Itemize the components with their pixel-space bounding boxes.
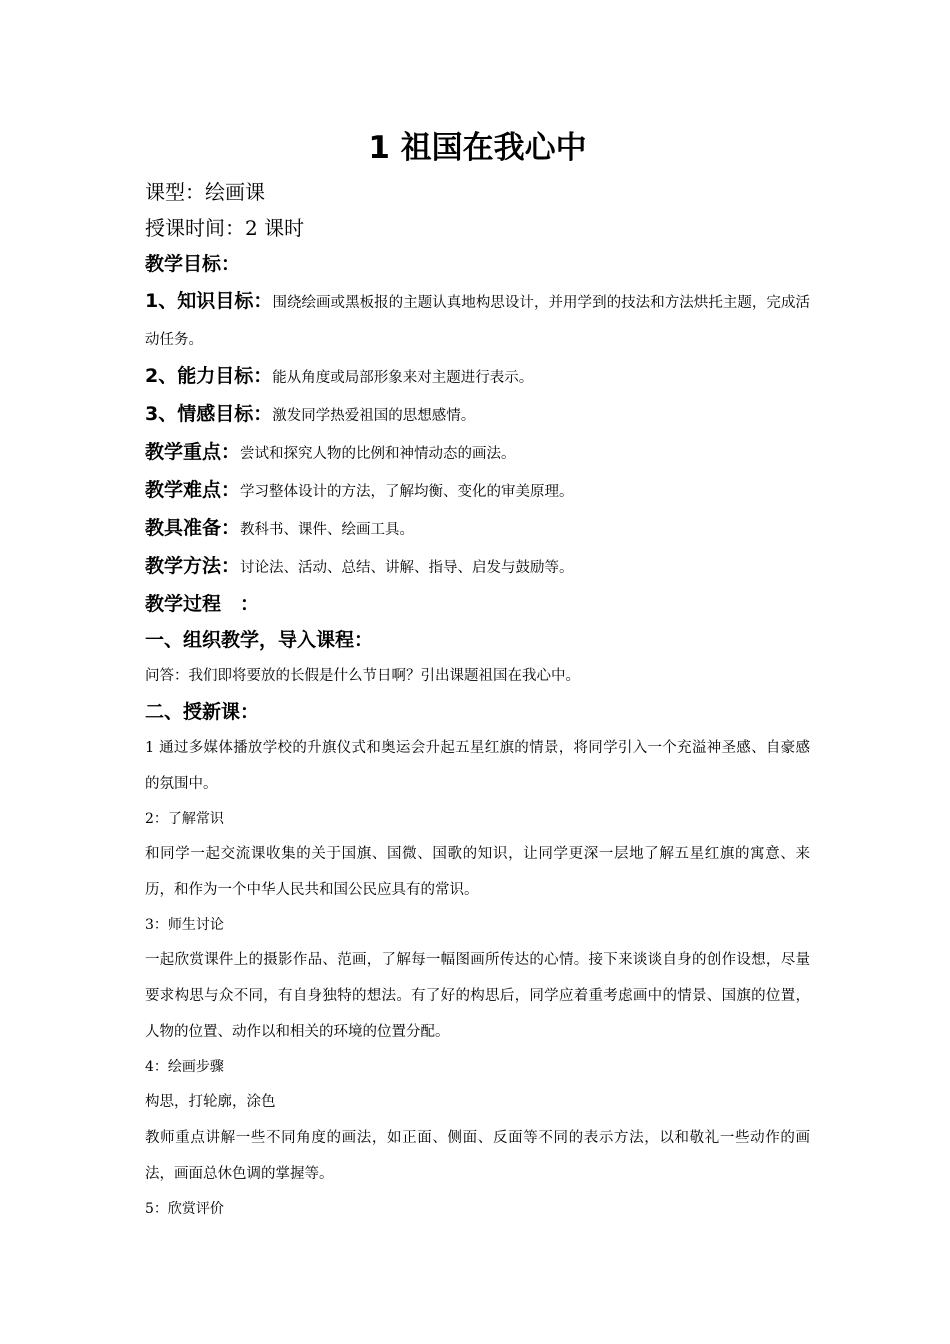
section2-step-3: 3：师生讨论	[145, 917, 224, 933]
lesson-type: 课型：绘画课	[145, 180, 265, 204]
methods-text: 讨论法、活动、总结、讲解、指导、启发与鼓励等。	[240, 560, 574, 576]
key-point-label: 教学重点：	[145, 441, 241, 463]
objective-label: 1、知识目标：	[145, 290, 273, 312]
section2-step-4: 4：绘画步骤	[145, 1059, 224, 1075]
section1-text: 问答：我们即将要放的长假是什么节日啊？引出课题祖国在我心中。	[145, 668, 580, 684]
tools	[145, 510, 810, 548]
lesson-time: 授课时间：2 课时	[145, 216, 305, 240]
section2-step-2: 2：了解常识	[145, 811, 224, 827]
objective-knowledge	[145, 283, 810, 358]
key-point	[145, 434, 810, 472]
difficulty-text: 学习整体设计的方法，了解均衡、变化的审美原理。	[240, 484, 574, 500]
objective-label: 3、情感目标：	[145, 403, 273, 425]
page-title: 1 祖国在我心中	[368, 130, 587, 166]
section2-step-5: 5：欣赏评价	[145, 1201, 224, 1217]
tools-label: 教具准备：	[145, 517, 241, 539]
objective-label: 2、能力目标：	[145, 365, 273, 387]
objective-emotion	[145, 396, 810, 434]
section2-paragraph-4b: 教师重点讲解一些不同角度的画法，如正面、侧面、反面等不同的表示方法，以和敬礼一些动作的画法，画面总休色调的掌握等。	[145, 1130, 810, 1182]
tools-text: 教科书、课件、绘画工具。	[240, 522, 415, 538]
section2-heading: 二、授新课：	[145, 701, 260, 723]
section2-paragraph-1: 1 通过多媒体播放学校的升旗仪式和奥运会升起五星红旗的情景，将同学引入一个充溢神圣感、自豪感的氛围中。	[145, 740, 810, 792]
objectives-heading: 教学目标：	[145, 253, 241, 275]
difficulty	[145, 472, 810, 510]
objective-text: 激发同学热爱祖国的思想感情。	[272, 408, 476, 424]
difficulty-label: 教学难点：	[145, 479, 241, 501]
section2-paragraph-2: 和同学一起交流课收集的关于国旗、国微、国歌的知识，让同学更深一层地了解五星红旗的寓意、来历，和作为一个中华人民共和国公民应具有的常识。	[145, 846, 810, 898]
process-heading: 教学过程 ：	[145, 593, 260, 615]
section2-paragraph-4a: 构思，打轮廓，涂色	[145, 1094, 276, 1110]
document-page	[145, 128, 810, 1226]
methods-label: 教学方法：	[145, 555, 241, 577]
section1-heading: 一、组织教学，导入课程：	[145, 629, 374, 651]
objective-text: 能从角度或局部形象来对主题进行表示。	[272, 370, 534, 386]
section2-paragraph-3: 一起欣赏课件上的摄影作品、范画，了解每一幅图画所传达的心情。接下来谈谈自身的创作设想，尽量要求构思与众不同，有自身独特的想法。有了好的构思后，同学应着重考虑画中的情景、国旗的位置，人物的位置、动作以和相关的环境的位置分配。	[145, 952, 810, 1040]
methods	[145, 548, 810, 586]
objective-ability	[145, 358, 810, 396]
key-point-text: 尝试和探究人物的比例和神情动态的画法。	[240, 446, 516, 462]
objective-text: 围绕绘画或黑板报的主题认真地构思设计，并用学到的技法和方法烘托主题，完成活动任务。	[145, 295, 810, 348]
